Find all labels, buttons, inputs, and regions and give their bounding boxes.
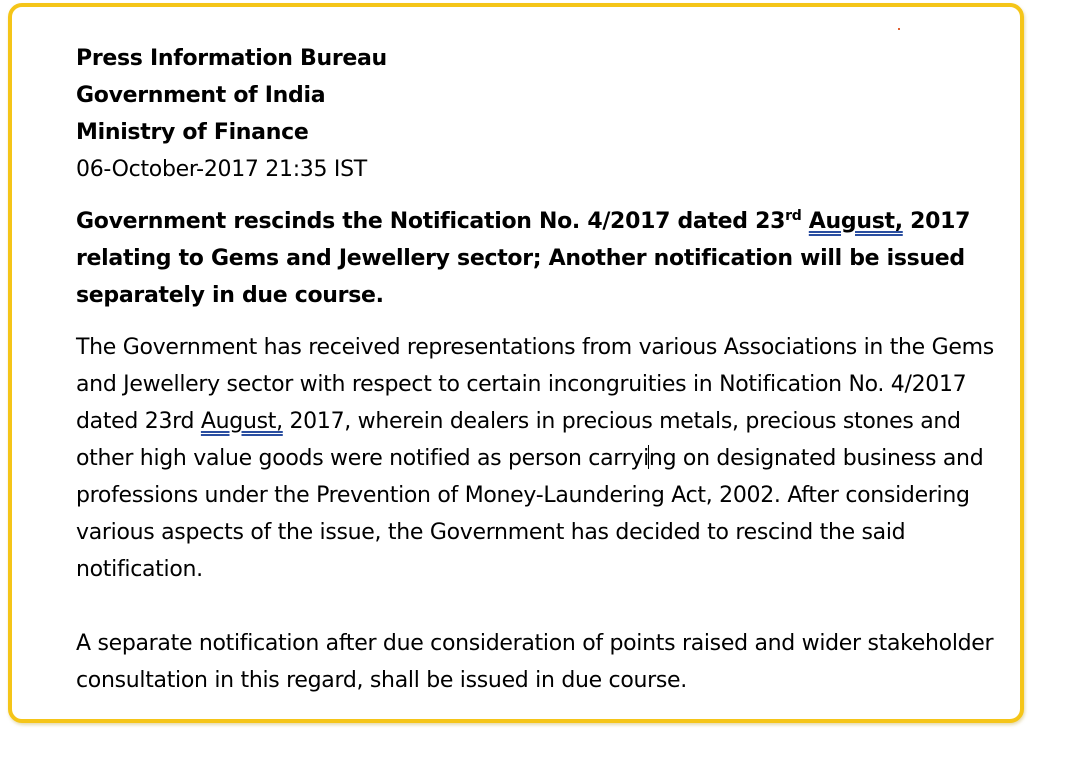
body-paragraph-1[interactable]: [76, 329, 1021, 588]
body-paragraph-2[interactable]: A separate notification after due consideration of points raised and wider stakeholder consultation in this regard, shall be issued in due course.: [76, 631, 994, 693]
headline-space: [801, 209, 808, 234]
headline-month: August,: [808, 209, 903, 234]
headline-superscript: rd: [785, 208, 802, 224]
ministry-name: Ministry of Finance: [76, 120, 309, 145]
government-name: Government of India: [76, 83, 326, 108]
org-name: Press Information Bureau: [76, 46, 387, 71]
headline: [76, 203, 1021, 314]
paragraph-1-text-b: 2017, wherein dealers in precious metals, precious stones and other high value goods were notified as person carryi: [76, 409, 961, 471]
stray-dot: [898, 28, 900, 30]
headline-text-1: Government rescinds the Notification No. 4/2017 dated 23: [76, 209, 786, 234]
paragraph-1-text-c: ng on designated business and professions under the Prevention of Money-Laundering Act, 2002. After considering various aspects of the issue, the Government has decided to rescind the said notification.: [76, 446, 984, 582]
press-release: [76, 40, 1021, 699]
headline-text-2: 2017 relating to Gems and Jewellery sector; Another notification will be issued separately in due course.: [76, 209, 971, 308]
paragraph-1-text-a: The Government has received representations from various Associations in the Gems and Jewellery sector with respect to certain incongruities in Notification No. 4/2017 dated 23rd: [76, 335, 994, 434]
paragraph-1-month: August,: [200, 409, 283, 434]
release-datetime: 06-October-2017 21:35 IST: [76, 157, 367, 182]
